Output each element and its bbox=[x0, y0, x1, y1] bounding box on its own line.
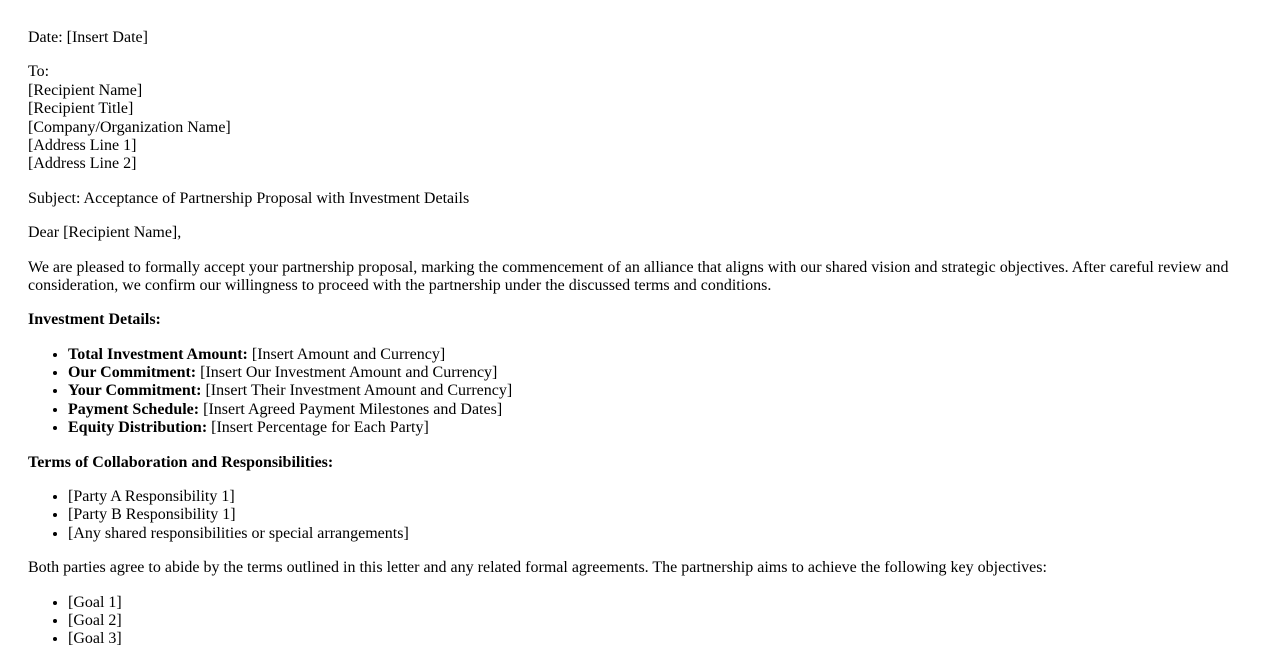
terms-heading: Terms of Collaboration and Responsibilities: bbox=[28, 453, 334, 471]
list-item: • [Party B Responsibility 1] bbox=[68, 506, 1250, 524]
list-item bbox=[68, 364, 1250, 382]
agreement-paragraph: Both parties agree to abide by the terms outlined in this letter and any related formal agreements. The partnership aims to achieve the following key objectives: bbox=[28, 559, 1047, 577]
investment-item-label: Our Commitment: bbox=[68, 364, 197, 382]
recipient-line-to: To: bbox=[28, 63, 50, 81]
recipient-line-title: [Recipient Title] bbox=[28, 100, 134, 118]
intro-paragraph: We are pleased to formally accept your partnership proposal, marking the commencement of an alliance that aligns with our shared vision and strategic objectives. After careful review and consideration, we confirm our willingness to proceed with the partnership under the discussed terms and conditions. bbox=[28, 258, 1229, 294]
recipient-line-company: [Company/Organization Name] bbox=[28, 118, 231, 136]
terms-list bbox=[28, 488, 1250, 543]
investment-details-heading: Investment Details: bbox=[28, 311, 161, 329]
investment-details-list bbox=[28, 346, 1250, 438]
list-item: • [Party A Responsibility 1] bbox=[68, 488, 1250, 506]
recipient-line-name: [Recipient Name] bbox=[28, 81, 143, 99]
investment-item-value: [Insert Their Investment Amount and Currency] bbox=[201, 382, 513, 400]
recipient-line-address1: [Address Line 1] bbox=[28, 136, 137, 154]
investment-item-value: [Insert Amount and Currency] bbox=[247, 345, 446, 363]
investment-item-label: Your Commitment: bbox=[68, 382, 202, 400]
list-item bbox=[68, 401, 1250, 419]
goals-list bbox=[28, 594, 1250, 649]
list-item: • [Any shared responsibilities or special arrangements] bbox=[68, 525, 1250, 543]
investment-item-value: [Insert Agreed Payment Milestones and Dates] bbox=[199, 400, 503, 418]
list-item: • [Goal 3] bbox=[68, 630, 1250, 648]
investment-item-label: Total Investment Amount: bbox=[68, 345, 248, 363]
list-item bbox=[68, 346, 1250, 364]
list-item: • [Goal 2] bbox=[68, 612, 1250, 630]
investment-item-value: [Insert Our Investment Amount and Currency] bbox=[196, 364, 498, 382]
list-item bbox=[68, 382, 1250, 400]
investment-item-label: Payment Schedule: bbox=[68, 400, 200, 418]
salutation: Dear [Recipient Name], bbox=[28, 224, 182, 242]
investment-item-label: Equity Distribution: bbox=[68, 419, 208, 437]
list-item bbox=[68, 419, 1250, 437]
date-line: Date: [Insert Date] bbox=[28, 29, 148, 46]
list-item: • [Goal 1] bbox=[68, 594, 1250, 612]
recipient-block bbox=[28, 63, 1250, 173]
subject-line: Subject: Acceptance of Partnership Proposal with Investment Details bbox=[28, 189, 470, 207]
recipient-line-address2: [Address Line 2] bbox=[28, 155, 137, 173]
investment-item-value: [Insert Percentage for Each Party] bbox=[207, 419, 429, 437]
